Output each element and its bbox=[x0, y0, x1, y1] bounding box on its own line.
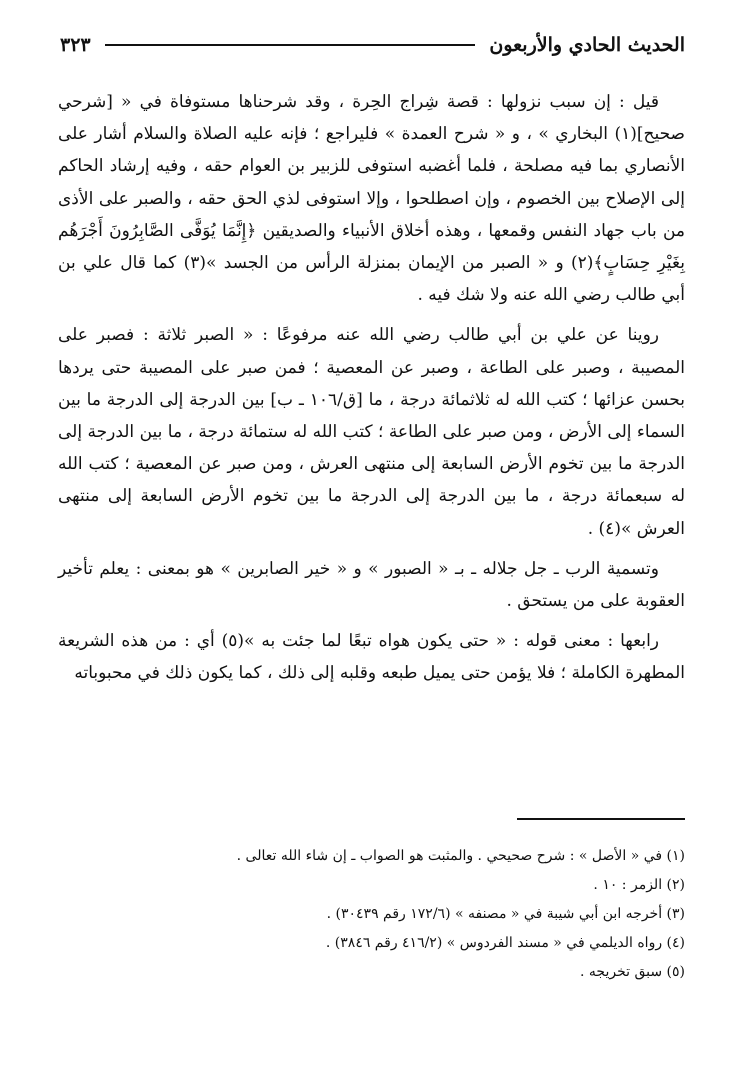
chapter-title: الحديث الحادي والأربعون bbox=[489, 34, 685, 56]
paragraph-2: روينا عن علي بن أبي طالب رضي الله عنه مرفوعًا : « الصبر ثلاثة : فصبر على المصيبة ، وصبر على الطاعة ، وصبر عن المعصية ؛ فمن صبر على المصيبة حتى يردها بحسن عزائها ؛ كتب الله له ثلاثمائة درجة ، ما [ق/١٠٦ ـ ب] بين الدرجة إلى الدرجة ما بين السماء إلى الأرض ، ومن صبر على الطاعة ؛ كتب الله له ستمائة درجة ، ما بين الدرجة إلى الدرجة ما بين تخوم الأرض السابعة إلى منتهى العرش ، ومن صبر عن المعصية ؛ كتب الله له سبعمائة درجة ، ما بين الدرجة إلى الدرجة ما بين تخوم الأرض السابعة إلى منتهى العرش »(٤) . bbox=[58, 325, 685, 539]
footnote-3: (٣) أخرجه ابن أبي شيبة في « مصنفه » (١٧٢/٦ رقم ٣٠٤٣٩) . bbox=[326, 906, 685, 922]
footnote-2: (٢) الزمر : ١٠ . bbox=[593, 877, 685, 893]
footnote-4: (٤) رواه الديلمي في « مسند الفردوس » (٤١٦/٢ رقم ٣٨٤٦) . bbox=[325, 935, 685, 951]
footnote-5: (٥) سبق تخريجه . bbox=[580, 964, 685, 980]
footnote-1: (١) في « الأصل » : شرح صحيحي . والمثبت هو الصواب ـ إن شاء الله تعالى . bbox=[236, 848, 685, 864]
paragraph-3: وتسمية الرب ـ جل جلاله ـ بـ « الصبور » و « خير الصابرين » هو بمعنى : يعلم تأخير العقوبة على من يستحق . bbox=[58, 558, 685, 612]
page-number: ٣٢٣ bbox=[60, 34, 91, 56]
running-header bbox=[60, 30, 685, 60]
paragraph-4: رابعها : معنى قوله : « حتى يكون هواه تبعًا لما جئت به »(٥) أي : من هذه الشريعة المطهرة الكاملة ؛ فلا يؤمن حتى يميل طبعه وقلبه إلى ذلك ، كما يكون ذلك في محبوباته bbox=[58, 631, 685, 684]
footnote-separator bbox=[517, 818, 685, 820]
header-rule bbox=[105, 44, 476, 46]
main-text bbox=[58, 86, 685, 698]
paragraph-1: قيل : إن سبب نزولها : قصة شِراج الحِرة ، وقد شرحناها مستوفاة في « [شرحي صحيح](١) البخاري » ، و « شرح العمدة » فليراجع ؛ فإنه عليه الصلاة والسلام أشار على الأنصاري بما فيه مصلحة ، فلما أغضبه استوفى للزبير بن العوام حقه ، وفيه إرشاد الحاكم إلى الإصلاح بين الخصوم ، وإن اصطلحوا ، وإلا استوفى لذي الحق حقه ، والصبر على الأذى من باب جهاد النفس وقمعها ، وهذه أخلاق الأنبياء والصديقين ﴿إِنَّمَا يُوَفَّى الصَّابِرُونَ أَجْرَهُم بِغَيْرِ حِسَابٍ﴾(٢) و « الصبر من الإيمان بمنزلة الرأس من الجسد »(٣) كما قال علي بن أبي طالب رضي الله عنه ولا شك فيه . bbox=[58, 92, 685, 306]
footnotes bbox=[58, 842, 685, 987]
